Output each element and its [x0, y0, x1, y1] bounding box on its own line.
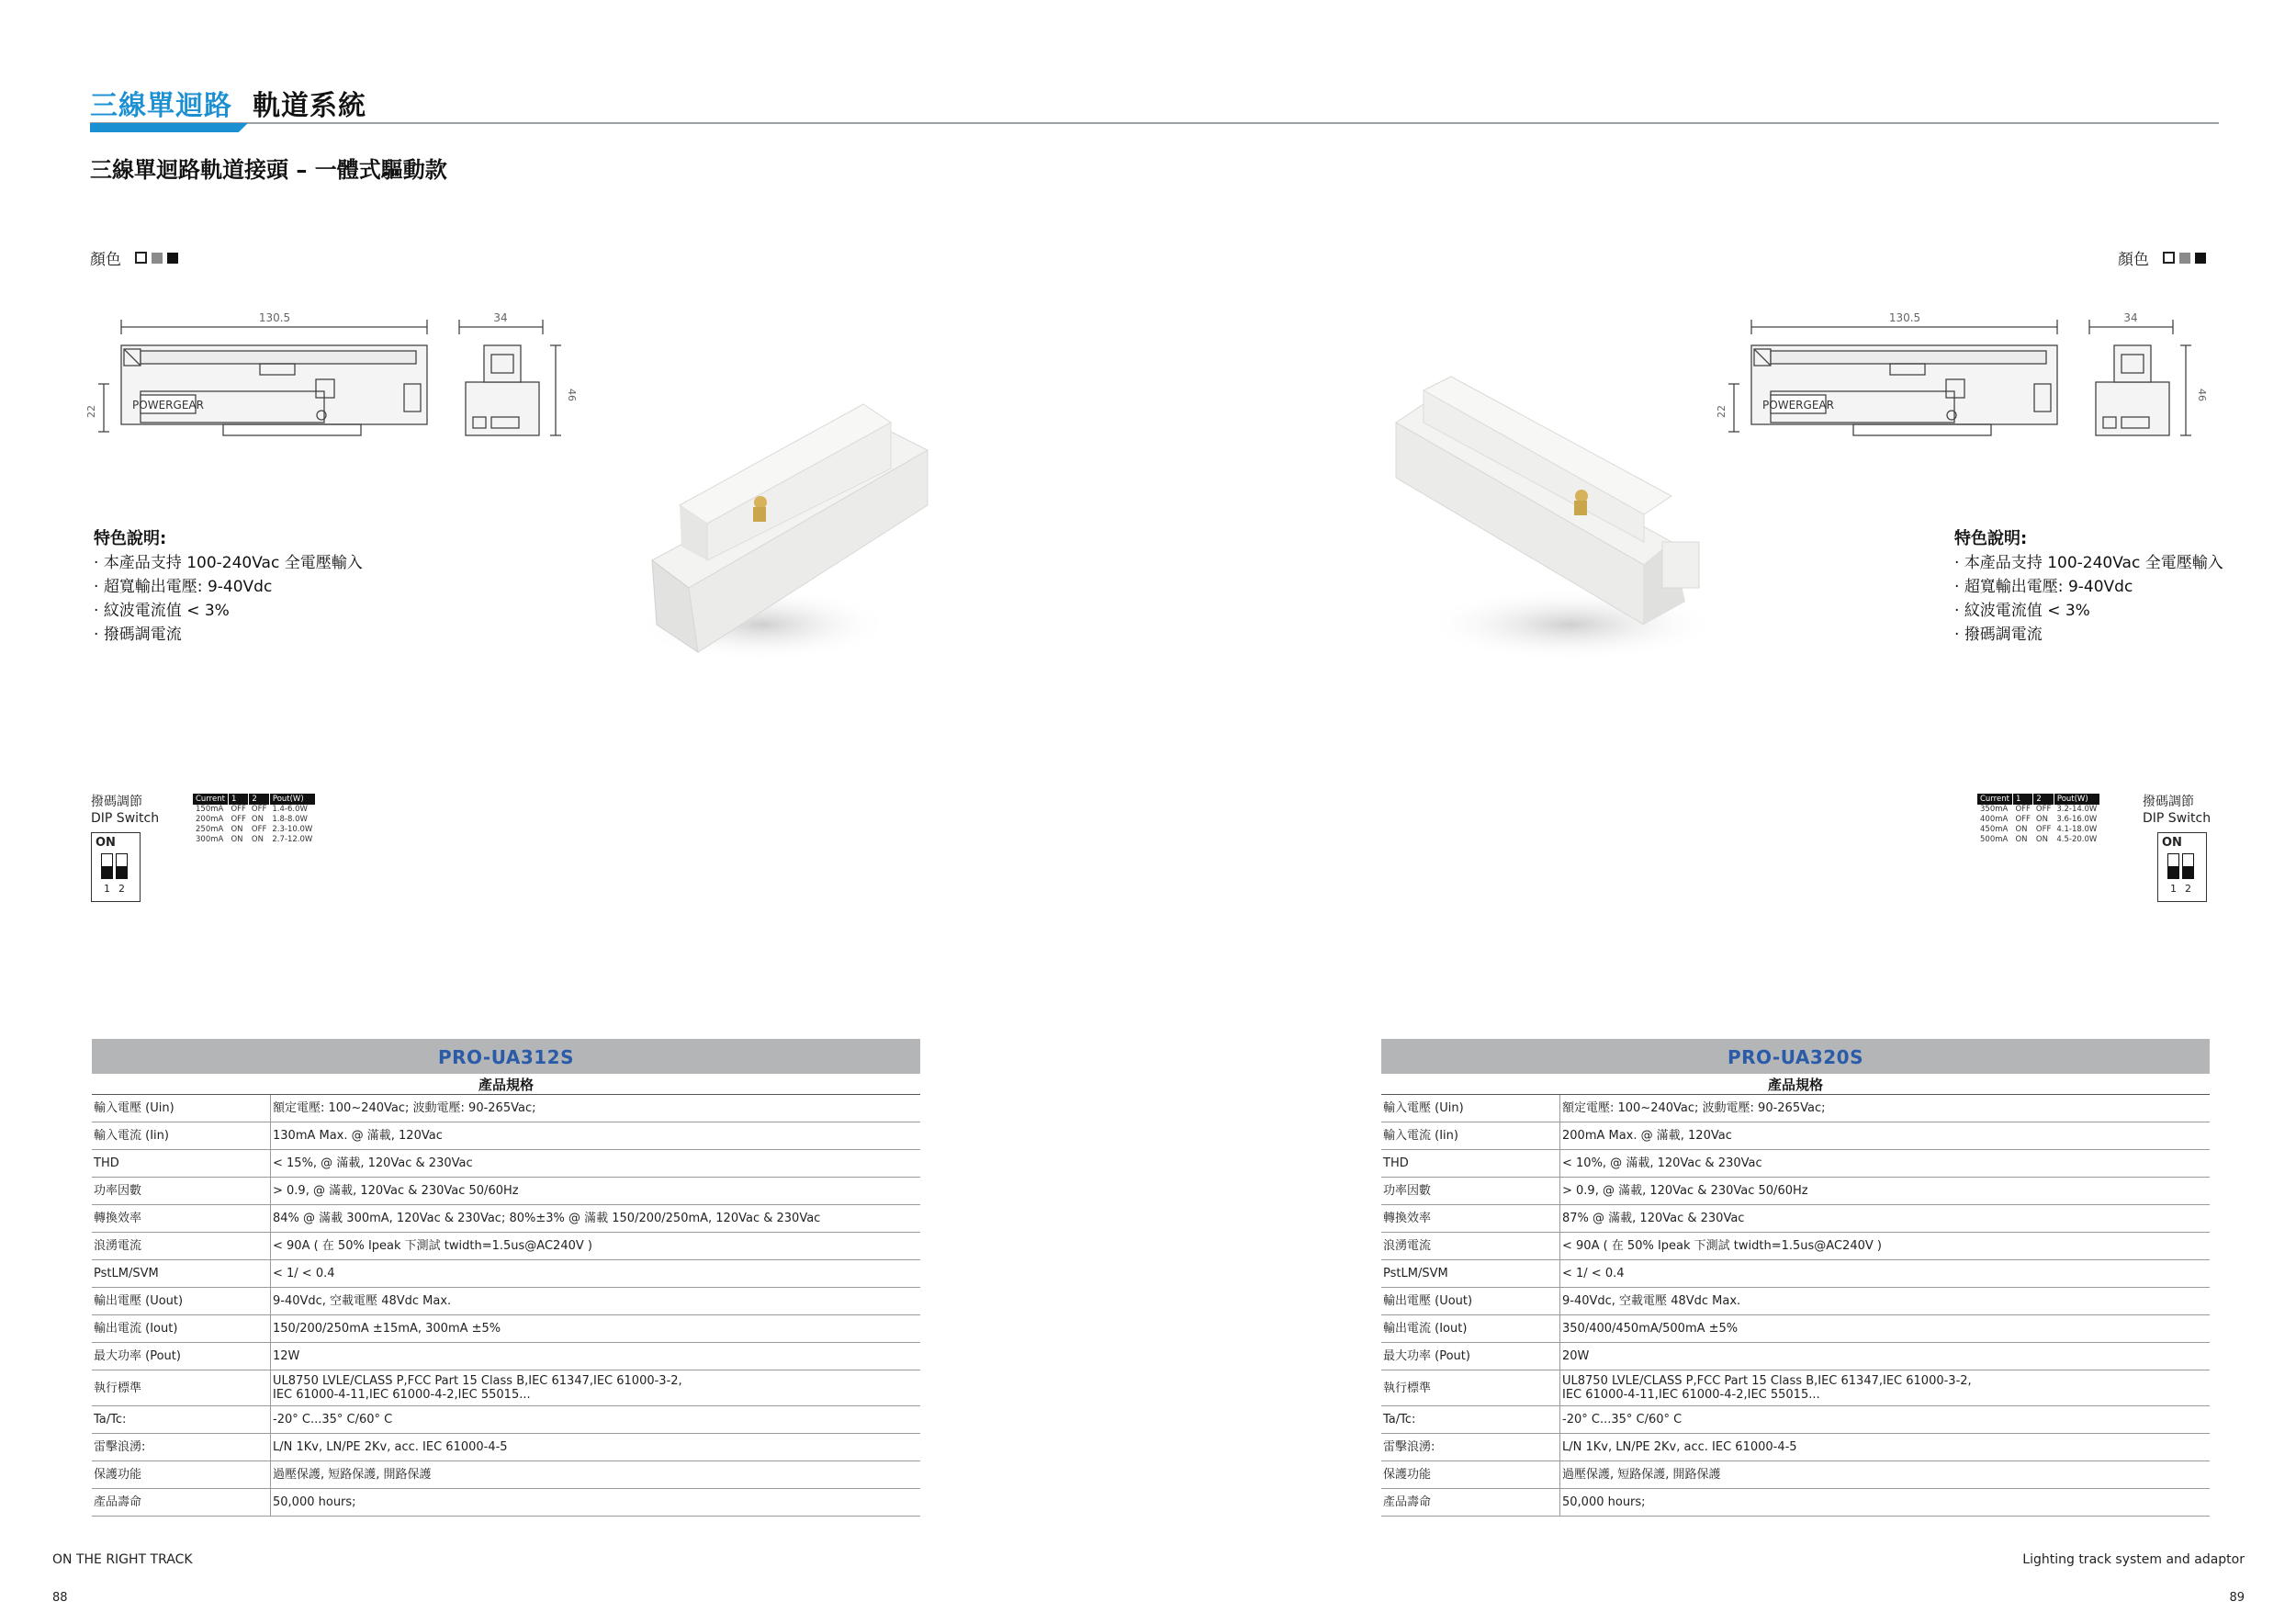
- dip-num-1: 1: [104, 883, 110, 895]
- table-row: 執行標準 UL8750 LVLE/CLASS P,FCC Part 15 Class B,IEC 61347,IEC 61000-3-2, IEC 61000-4-11,IEC 61000-4-2,IEC 55015...: [92, 1370, 920, 1406]
- dip-label-left: [91, 794, 159, 827]
- table-row: 300mA ON ON 2.7-12.0W: [196, 835, 313, 844]
- table-row: 輸入電壓 (Uin) 額定電壓: 100~240Vac; 波動電壓: 90-265Vac;: [92, 1095, 920, 1122]
- dip-label-right: [2143, 794, 2211, 827]
- col-header: 1: [228, 794, 248, 805]
- table-row: THD < 10%, @ 滿載, 120Vac & 230Vac: [1381, 1150, 2210, 1178]
- page-number-left: 88: [52, 1591, 68, 1605]
- table-row: 500mA ON ON 4.5-20.0W: [1980, 835, 2098, 844]
- dim-height-front: 46: [566, 389, 578, 401]
- model-name: PRO-UA320S: [1381, 1039, 2210, 1074]
- table-row: THD < 15%, @ 滿載, 120Vac & 230Vac: [92, 1150, 920, 1178]
- dip-label-en: DIP Switch: [2143, 811, 2212, 826]
- color-swatch-white: [135, 252, 147, 264]
- section-title-main: 軌道系統: [253, 90, 366, 122]
- table-row: 輸出電壓 (Uout) 9-40Vdc, 空載電壓 48Vdc Max.: [92, 1288, 920, 1315]
- table-row: 最大功率 (Pout) 12W: [92, 1343, 920, 1370]
- header-rule: [90, 122, 2219, 124]
- feature-item: · 撥碼調電流: [94, 623, 363, 647]
- brand-label: POWERGEAR: [132, 399, 204, 412]
- section-title: [90, 83, 366, 123]
- dimension-drawing-right: [1717, 303, 2232, 459]
- current-table-right: [1977, 794, 2100, 845]
- table-row: 450mA ON OFF 4.1-18.0W: [1980, 825, 2098, 834]
- table-row: PstLM/SVM < 1/ < 0.4: [92, 1260, 920, 1288]
- table-row: 保護功能 過壓保護, 短路保護, 開路保護: [1381, 1461, 2210, 1489]
- spec-table-right: [1381, 1039, 2210, 1517]
- feature-item: · 紋波電流值 < 3%: [94, 599, 363, 623]
- col-header: 2: [2033, 794, 2054, 805]
- table-row: Ta/Tc: -20° C...35° C/60° C: [1381, 1406, 2210, 1434]
- dim-width: 34: [2123, 311, 2138, 324]
- dim-height-side: 22: [1716, 405, 1728, 418]
- table-row: 功率因數 > 0.9, @ 滿載, 120Vac & 230Vac 50/60Hz: [92, 1178, 920, 1205]
- dip-toggle-1: [101, 853, 113, 879]
- dip-num-2: 2: [2185, 883, 2191, 895]
- table-row: 最大功率 (Pout) 20W: [1381, 1343, 2210, 1370]
- color-swatch-white: [2163, 252, 2175, 264]
- features-left: [94, 527, 363, 647]
- color-label: 顏色: [90, 251, 121, 269]
- footer-left-text: ON THE RIGHT TRACK: [52, 1552, 193, 1567]
- color-swatch-black: [2195, 253, 2206, 264]
- model-name: PRO-UA312S: [92, 1039, 920, 1074]
- table-row: 產品壽命 50,000 hours;: [1381, 1489, 2210, 1517]
- col-header: 1: [2012, 794, 2032, 805]
- color-swatch-grey: [2179, 253, 2190, 264]
- dip-switch-icon: [2157, 832, 2207, 902]
- table-row: 250mA ON OFF 2.3-10.0W: [196, 825, 313, 834]
- table-row: 執行標準 UL8750 LVLE/CLASS P,FCC Part 15 Class B,IEC 61347,IEC 61000-3-2, IEC 61000-4-11,IEC 61000-4-2,IEC 55015...: [1381, 1370, 2210, 1406]
- feature-item: · 本產品支持 100-240Vac 全電壓輸入: [94, 551, 363, 575]
- feature-item: · 超寬輸出電壓: 9-40Vdc: [1954, 575, 2223, 599]
- table-row: 350mA OFF OFF 3.2-14.0W: [1980, 805, 2098, 814]
- color-swatch-grey: [152, 253, 163, 264]
- current-table-left: [193, 794, 316, 845]
- spec-title: 產品規格: [1381, 1074, 2210, 1095]
- table-row: Ta/Tc: -20° C...35° C/60° C: [92, 1406, 920, 1434]
- dip-toggle-2: [2182, 853, 2194, 879]
- table-row: 浪湧電流 < 90A ( 在 50% Ipeak 下測試 twidth=1.5us@AC240V ): [1381, 1233, 2210, 1260]
- header-accent-tab: [90, 123, 248, 132]
- dim-length: 130.5: [1888, 311, 1921, 324]
- dip-on-label: ON: [2162, 836, 2182, 850]
- col-header: Current: [193, 794, 228, 805]
- table-row: 功率因數 > 0.9, @ 滿載, 120Vac & 230Vac 50/60Hz: [1381, 1178, 2210, 1205]
- dip-switch-icon: [91, 832, 141, 902]
- feature-item: · 本產品支持 100-240Vac 全電壓輸入: [1954, 551, 2223, 575]
- table-row: 150mA OFF OFF 1.4-6.0W: [196, 805, 308, 814]
- dim-height-front: 46: [2196, 389, 2208, 401]
- spec-title: 產品規格: [92, 1074, 920, 1095]
- dip-toggle-1: [2167, 853, 2179, 879]
- features-title: 特色說明:: [94, 529, 167, 548]
- table-row: 雷擊浪湧: L/N 1Kv, LN/PE 2Kv, acc. IEC 61000-4-5: [92, 1434, 920, 1461]
- col-header: Pout(W): [269, 794, 315, 805]
- table-row: 浪湧電流 < 90A ( 在 50% Ipeak 下測試 twidth=1.5us@AC240V ): [92, 1233, 920, 1260]
- col-header: Current: [1977, 794, 2012, 805]
- dim-width: 34: [493, 311, 508, 324]
- footer-right-text: Lighting track system and adaptor: [2022, 1552, 2245, 1567]
- features-right: [1954, 527, 2223, 647]
- table-row: 輸出電流 (Iout) 150/200/250mA ±15mA, 300mA ±5%: [92, 1315, 920, 1343]
- dip-label-zh: 撥碼調節: [2143, 795, 2194, 809]
- col-header: 2: [249, 794, 269, 805]
- dip-label-en: DIP Switch: [91, 811, 160, 826]
- page-subtitle: 三線單迴路軌道接頭 – 一體式驅動款: [90, 157, 447, 183]
- table-row: 200mA OFF ON 1.8-8.0W: [196, 815, 308, 824]
- table-row: 輸入電壓 (Uin) 額定電壓: 100~240Vac; 波動電壓: 90-265Vac;: [1381, 1095, 2210, 1122]
- spec-table-left: [92, 1039, 920, 1517]
- section-title-highlight: 三線單迴路: [90, 90, 232, 122]
- dim-length: 130.5: [258, 311, 291, 324]
- color-label: 顏色: [2118, 251, 2149, 269]
- table-row: 輸入電流 (Iin) 130mA Max. @ 滿載, 120Vac: [92, 1122, 920, 1150]
- col-header: Pout(W): [2054, 794, 2099, 805]
- feature-item: · 紋波電流值 < 3%: [1954, 599, 2223, 623]
- page-number-right: 89: [2229, 1591, 2245, 1605]
- table-row: 雷擊浪湧: L/N 1Kv, LN/PE 2Kv, acc. IEC 61000-4-5: [1381, 1434, 2210, 1461]
- dim-height-side: 22: [85, 405, 97, 418]
- product-photo-right: [1368, 349, 1736, 680]
- table-row: 產品壽命 50,000 hours;: [92, 1489, 920, 1517]
- color-options-right: [2118, 246, 2206, 269]
- table-row: PstLM/SVM < 1/ < 0.4: [1381, 1260, 2210, 1288]
- dip-on-label: ON: [96, 836, 116, 850]
- feature-item: · 超寬輸出電壓: 9-40Vdc: [94, 575, 363, 599]
- dip-num-1: 1: [2170, 883, 2177, 895]
- dip-num-2: 2: [118, 883, 125, 895]
- table-row: 保護功能 過壓保護, 短路保護, 開路保護: [92, 1461, 920, 1489]
- table-row: 輸出電流 (Iout) 350/400/450mA/500mA ±5%: [1381, 1315, 2210, 1343]
- dip-toggle-2: [116, 853, 128, 879]
- color-swatch-black: [167, 253, 178, 264]
- dimension-drawing-left: [87, 303, 602, 459]
- table-row: 輸出電壓 (Uout) 9-40Vdc, 空載電壓 48Vdc Max.: [1381, 1288, 2210, 1315]
- table-row: 轉換效率 84% @ 滿載 300mA, 120Vac & 230Vac; 80%±3% @ 滿載 150/200/250mA, 120Vac & 230Vac: [92, 1205, 920, 1233]
- dip-label-zh: 撥碼調節: [91, 795, 142, 809]
- feature-item: · 撥碼調電流: [1954, 623, 2223, 647]
- features-title: 特色說明:: [1954, 529, 2028, 548]
- table-row: 400mA OFF ON 3.6-16.0W: [1980, 815, 2098, 824]
- color-options-left: [90, 246, 178, 269]
- table-row: 輸入電流 (Iin) 200mA Max. @ 滿載, 120Vac: [1381, 1122, 2210, 1150]
- table-row: 轉換效率 87% @ 滿載, 120Vac & 230Vac: [1381, 1205, 2210, 1233]
- product-photo-left: [615, 349, 946, 680]
- brand-label: POWERGEAR: [1762, 399, 1834, 412]
